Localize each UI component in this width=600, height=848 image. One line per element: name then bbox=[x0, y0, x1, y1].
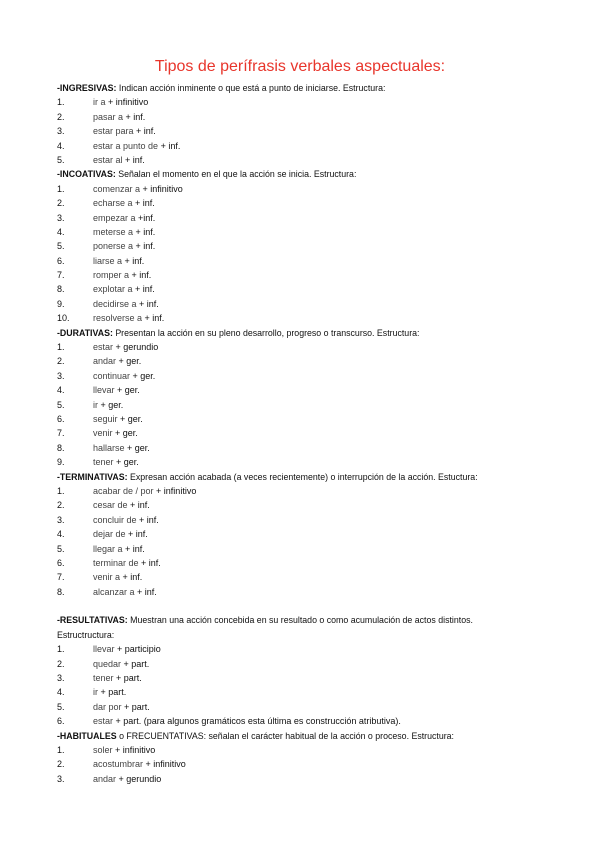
section-heading-continuation: Estructructura: bbox=[57, 629, 115, 640]
item-verb: alcanzar a bbox=[93, 586, 135, 597]
section-heading-ingresivas bbox=[57, 81, 557, 95]
list-item bbox=[57, 743, 557, 757]
item-structure: + infinitivo bbox=[140, 183, 183, 194]
item-verb: estar al bbox=[93, 154, 123, 165]
item-structure: + inf. bbox=[132, 284, 155, 295]
list-item bbox=[57, 153, 557, 167]
list-item bbox=[57, 268, 557, 282]
item-structure: + inf. bbox=[132, 198, 155, 209]
item-text bbox=[93, 268, 151, 282]
item-structure: + inf. bbox=[129, 270, 152, 281]
document-body bbox=[57, 81, 557, 786]
item-structure: + infinitivo bbox=[105, 97, 149, 108]
item-number: 3. bbox=[57, 370, 65, 381]
item-verb: meterse a bbox=[93, 226, 134, 237]
item-text bbox=[93, 426, 138, 440]
list-item bbox=[57, 398, 557, 412]
item-number: 3. bbox=[57, 773, 65, 784]
item-verb: liarse a bbox=[93, 255, 123, 266]
item-number: 8. bbox=[57, 586, 65, 597]
item-text bbox=[93, 585, 157, 599]
item-verb: tener bbox=[93, 673, 114, 684]
list-item bbox=[57, 110, 557, 124]
item-verb: resolverse a bbox=[93, 313, 143, 324]
item-structure: + ger. bbox=[113, 457, 139, 468]
item-text bbox=[93, 95, 148, 109]
item-text bbox=[93, 455, 139, 469]
item-verb: echarse a bbox=[93, 198, 133, 209]
list-item bbox=[57, 556, 557, 570]
heading-text: Señalan el momento en el que la acción se inicia. Estructura: bbox=[115, 169, 357, 180]
item-number: 10. bbox=[57, 313, 70, 324]
item-text bbox=[93, 211, 155, 225]
item-number: 3. bbox=[57, 126, 65, 137]
item-number: 5. bbox=[57, 543, 65, 554]
item-structure: + inf. bbox=[136, 298, 159, 309]
item-number: 8. bbox=[57, 284, 65, 295]
item-text bbox=[93, 498, 150, 512]
item-verb: tener bbox=[93, 457, 114, 468]
item-verb: llevar bbox=[93, 385, 115, 396]
list-item bbox=[57, 685, 557, 699]
list-item bbox=[57, 657, 557, 671]
item-structure: + ger. bbox=[112, 428, 138, 439]
list-item bbox=[57, 354, 557, 368]
item-text bbox=[93, 110, 145, 124]
item-number: 6. bbox=[57, 413, 65, 424]
item-structure: + part. bbox=[121, 658, 150, 669]
item-text bbox=[93, 441, 150, 455]
list-item bbox=[57, 340, 557, 354]
list-item bbox=[57, 671, 557, 685]
heading-label: -INCOATIVAS: bbox=[57, 169, 116, 180]
list-item bbox=[57, 455, 557, 469]
item-verb: ir bbox=[93, 687, 98, 698]
item-text bbox=[93, 542, 145, 556]
section-heading-durativas bbox=[57, 326, 557, 340]
heading-label: -HABITUALES bbox=[57, 730, 117, 741]
item-number: 3. bbox=[57, 212, 65, 223]
item-structure: + part. bbox=[121, 701, 150, 712]
item-number: 1. bbox=[57, 744, 65, 755]
item-structure: + ger. bbox=[98, 399, 124, 410]
item-structure: + inf. bbox=[122, 255, 145, 266]
item-structure: + inf. bbox=[127, 500, 150, 511]
list-item bbox=[57, 570, 557, 584]
list-item bbox=[57, 498, 557, 512]
item-verb: soler bbox=[93, 744, 113, 755]
item-verb: llegar a bbox=[93, 543, 123, 554]
list-item bbox=[57, 196, 557, 210]
item-number: 6. bbox=[57, 716, 65, 727]
item-text bbox=[93, 527, 148, 541]
list-item bbox=[57, 311, 557, 325]
item-number: 4. bbox=[57, 529, 65, 540]
item-structure: + inf. bbox=[136, 514, 159, 525]
item-number: 1. bbox=[57, 485, 65, 496]
item-structure: + participio bbox=[114, 644, 161, 655]
item-text bbox=[93, 239, 155, 253]
list-item bbox=[57, 95, 557, 109]
item-number: 1. bbox=[57, 644, 65, 655]
item-structure: + inf. bbox=[138, 557, 161, 568]
item-text bbox=[93, 297, 159, 311]
item-verb: dejar de bbox=[93, 529, 126, 540]
item-verb: terminar de bbox=[93, 557, 139, 568]
item-number: 2. bbox=[57, 111, 65, 122]
item-number: 1. bbox=[57, 183, 65, 194]
item-verb: ponerse a bbox=[93, 241, 134, 252]
item-verb: estar para bbox=[93, 126, 134, 137]
item-verb: cesar de bbox=[93, 500, 128, 511]
list-item bbox=[57, 426, 557, 440]
item-number: 4. bbox=[57, 140, 65, 151]
heading-label: -TERMINATIVAS: bbox=[57, 471, 128, 482]
item-structure: + ger. bbox=[114, 385, 140, 396]
item-text bbox=[93, 282, 155, 296]
item-verb: empezar a bbox=[93, 212, 136, 223]
item-verb: ir a bbox=[93, 97, 106, 108]
heading-text: Expresan acción acabada (a veces recientemente) o interrupción de la acción. Estuctura: bbox=[127, 471, 478, 482]
heading-label: -RESULTATIVAS: bbox=[57, 615, 128, 626]
heading-label: -DURATIVAS: bbox=[57, 327, 113, 338]
item-structure: + inf. bbox=[123, 111, 146, 122]
item-structure: + ger. bbox=[130, 370, 156, 381]
list-item bbox=[57, 239, 557, 253]
item-structure: + gerundio bbox=[113, 342, 159, 353]
item-text bbox=[93, 743, 155, 757]
list-item bbox=[57, 182, 557, 196]
item-text bbox=[93, 153, 145, 167]
item-verb: andar bbox=[93, 773, 117, 784]
heading-text: Presentan la acción en su pleno desarrollo, progreso o transcurso. Estructura: bbox=[112, 327, 420, 338]
item-structure: + inf. bbox=[133, 126, 156, 137]
item-number: 2. bbox=[57, 759, 65, 770]
item-number: 4. bbox=[57, 385, 65, 396]
item-structure: + infinitivo bbox=[153, 485, 197, 496]
item-verb: explotar a bbox=[93, 284, 133, 295]
section-heading-incoativas bbox=[57, 167, 557, 181]
page-title: Tipos de perífrasis verbales aspectuales: bbox=[154, 58, 446, 75]
item-structure: + inf. bbox=[122, 543, 145, 554]
item-number: 5. bbox=[57, 399, 65, 410]
item-structure: + inf. bbox=[120, 572, 143, 583]
item-structure: + inf. bbox=[134, 586, 157, 597]
heading-text: o FRECUENTATIVAS: señalan el carácter habitual de la acción o proceso. Estructura: bbox=[116, 730, 454, 741]
list-item bbox=[57, 369, 557, 383]
item-text bbox=[93, 139, 180, 153]
item-text bbox=[93, 556, 161, 570]
item-number: 1. bbox=[57, 97, 65, 108]
item-verb: acabar de / por bbox=[93, 485, 154, 496]
item-number: 5. bbox=[57, 241, 65, 252]
list-item bbox=[57, 542, 557, 556]
item-structure: + gerundio bbox=[116, 773, 162, 784]
item-verb: venir bbox=[93, 428, 113, 439]
item-verb: dar por bbox=[93, 701, 122, 712]
list-item bbox=[57, 441, 557, 455]
item-verb: pasar a bbox=[93, 111, 124, 122]
item-text bbox=[93, 311, 164, 325]
list-item bbox=[57, 297, 557, 311]
item-text bbox=[93, 772, 161, 786]
item-text bbox=[93, 657, 149, 671]
item-text bbox=[93, 570, 142, 584]
item-text bbox=[93, 685, 126, 699]
list-item bbox=[57, 642, 557, 656]
heading-text: Muestran una acción concebida en su resultado o como acumulación de actos distintos. bbox=[127, 615, 473, 626]
item-text bbox=[93, 354, 141, 368]
item-number: 2. bbox=[57, 356, 65, 367]
item-verb: andar bbox=[93, 356, 117, 367]
item-verb: ir bbox=[93, 399, 98, 410]
item-structure: +inf. bbox=[135, 212, 156, 223]
list-item bbox=[57, 757, 557, 771]
item-structure: + part. bbox=[113, 673, 142, 684]
item-number: 5. bbox=[57, 154, 65, 165]
item-text bbox=[93, 484, 196, 498]
item-verb: continuar bbox=[93, 370, 131, 381]
item-structure: + part. (para algunos gramáticos esta última es construcción atributiva). bbox=[113, 716, 401, 727]
item-structure: + ger. bbox=[124, 442, 150, 453]
list-item bbox=[57, 527, 557, 541]
list-item bbox=[57, 254, 557, 268]
item-number: 7. bbox=[57, 270, 65, 281]
item-text bbox=[93, 757, 186, 771]
item-number: 4. bbox=[57, 687, 65, 698]
list-item bbox=[57, 412, 557, 426]
item-verb: hallarse bbox=[93, 442, 125, 453]
item-text bbox=[93, 254, 144, 268]
item-verb: estar bbox=[93, 716, 114, 727]
item-structure: + inf. bbox=[125, 529, 148, 540]
item-number: 3. bbox=[57, 514, 65, 525]
item-number: 2. bbox=[57, 500, 65, 511]
item-number: 9. bbox=[57, 298, 65, 309]
item-structure: + inf. bbox=[122, 154, 145, 165]
item-number: 6. bbox=[57, 557, 65, 568]
item-number: 7. bbox=[57, 572, 65, 583]
item-text bbox=[93, 700, 150, 714]
list-item bbox=[57, 124, 557, 138]
item-verb: seguir bbox=[93, 413, 118, 424]
item-number: 2. bbox=[57, 198, 65, 209]
item-number: 1. bbox=[57, 342, 65, 353]
item-number: 5. bbox=[57, 701, 65, 712]
section-heading-habituales bbox=[57, 729, 557, 743]
item-structure: + ger. bbox=[117, 413, 143, 424]
item-text bbox=[93, 369, 155, 383]
item-structure: + inf. bbox=[133, 226, 156, 237]
list-item bbox=[57, 772, 557, 786]
item-structure: + inf. bbox=[142, 313, 165, 324]
blank-line bbox=[57, 599, 557, 613]
item-text bbox=[93, 412, 143, 426]
item-number: 7. bbox=[57, 428, 65, 439]
item-text bbox=[93, 182, 183, 196]
item-text bbox=[93, 642, 161, 656]
item-verb: decidirse a bbox=[93, 298, 137, 309]
heading-label: -INGRESIVAS: bbox=[57, 83, 117, 93]
item-text bbox=[93, 671, 142, 685]
list-item bbox=[57, 585, 557, 599]
item-text bbox=[93, 196, 155, 210]
item-structure: + inf. bbox=[158, 140, 181, 151]
item-number: 6. bbox=[57, 255, 65, 266]
item-verb: llevar bbox=[93, 644, 115, 655]
list-item bbox=[57, 383, 557, 397]
item-number: 8. bbox=[57, 442, 65, 453]
item-structure: + infinitivo bbox=[112, 744, 156, 755]
item-text bbox=[93, 124, 156, 138]
item-verb: estar bbox=[93, 342, 114, 353]
list-item bbox=[57, 225, 557, 239]
item-text bbox=[93, 398, 123, 412]
item-number: 2. bbox=[57, 658, 65, 669]
item-verb: concluir de bbox=[93, 514, 137, 525]
item-verb: romper a bbox=[93, 270, 130, 281]
list-item bbox=[57, 700, 557, 714]
item-text bbox=[93, 225, 155, 239]
item-structure: + infinitivo bbox=[143, 759, 186, 770]
section-heading-resultativas bbox=[57, 613, 557, 627]
item-number: 9. bbox=[57, 457, 65, 468]
list-item bbox=[57, 484, 557, 498]
item-verb: venir a bbox=[93, 572, 121, 583]
item-verb: acostumbrar bbox=[93, 759, 144, 770]
item-text bbox=[93, 714, 401, 728]
item-verb: comenzar a bbox=[93, 183, 141, 194]
list-item bbox=[57, 282, 557, 296]
item-structure: + ger. bbox=[116, 356, 142, 367]
item-number: 4. bbox=[57, 226, 65, 237]
list-item bbox=[57, 513, 557, 527]
item-number: 3. bbox=[57, 673, 65, 684]
heading-text: Indican acción inminente o que está a punto de iniciarse. Estructura: bbox=[116, 83, 386, 93]
item-text bbox=[93, 340, 158, 354]
item-text bbox=[93, 513, 159, 527]
item-verb: quedar bbox=[93, 658, 122, 669]
item-structure: + part. bbox=[98, 687, 127, 698]
list-item bbox=[57, 139, 557, 153]
list-item bbox=[57, 211, 557, 225]
item-structure: + inf. bbox=[133, 241, 156, 252]
item-verb: estar a punto de bbox=[93, 140, 159, 151]
item-text bbox=[93, 383, 140, 397]
list-item bbox=[57, 714, 557, 728]
section-heading-terminativas bbox=[57, 470, 557, 484]
